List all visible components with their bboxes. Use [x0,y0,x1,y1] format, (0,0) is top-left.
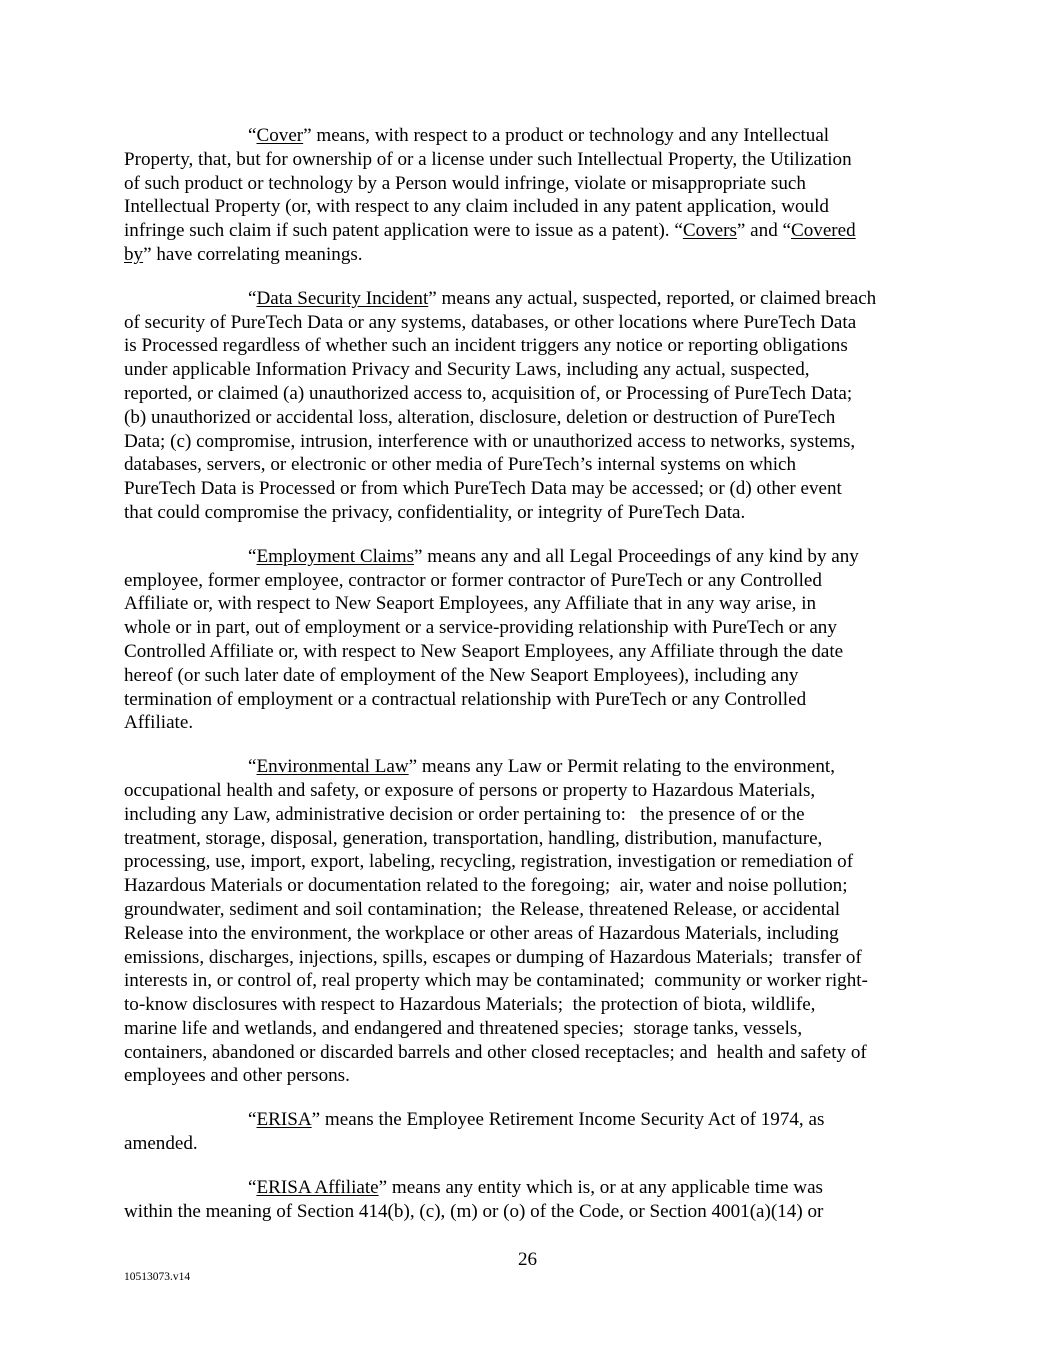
text-line [124,311,934,335]
text-segment: containers, abandoned or discarded barrels and other closed receptacles; and health and safety of [124,1041,867,1063]
defined-term: Covers [682,220,737,242]
text-segment: ” means any actual, suspected, reported, or claimed breach [428,287,877,309]
text-segment: hereof (or such later date of employment of the New Seaport Employees), including any [124,664,799,686]
text-segment: PureTech Data is Processed or from which PureTech Data may be accessed; or (d) other event [124,478,842,500]
text-segment: Controlled Affiliate or, with respect to New Seaport Employees, any Affiliate through the date [124,640,844,662]
text-segment: of such product or technology by a Person would infringe, violate or misappropriate such [124,172,806,194]
text-line [124,969,934,993]
text-segment: of security of PureTech Data or any systems, databases, or other locations where PureTech Data [124,311,857,333]
text-line [124,219,934,243]
document-body [124,124,934,1243]
text-segment: Intellectual Property (or, with respect to any claim included in any patent application, would [124,196,829,218]
text-segment: termination of employment or a contractual relationship with PureTech or any Controlled [124,688,807,710]
text-line [124,569,934,593]
text-line [124,453,934,477]
definition-paragraph [124,1176,934,1224]
defined-term: Data Security Incident [256,287,429,309]
defined-term: ERISA [256,1109,312,1131]
text-line [124,993,934,1017]
text-line [124,803,934,827]
page-number: 26 [517,1249,538,1270]
text-line [124,172,934,196]
text-segment: including any Law, administrative decision or order pertaining to: the presence of or the [124,803,805,825]
definition-paragraph [124,124,934,267]
defined-term: Covered [791,220,856,242]
text-line [124,406,934,430]
text-line [124,827,934,851]
text-line [124,1017,934,1041]
text-segment: within the meaning of Section 414(b), (c), (m) or (o) of the Code, or Section 4001(a)(14) or [124,1200,824,1222]
text-line [124,287,934,311]
text-segment: ” and “ [736,220,791,242]
text-line [124,616,934,640]
text-line [124,640,934,664]
text-segment: whole or in part, out of employment or a service-providing relationship with PureTech or any [124,617,837,639]
text-segment: “ [248,756,257,778]
text-line [124,688,934,712]
text-segment: ” means any and all Legal Proceedings of any kind by any [414,545,859,567]
text-segment: infringe such claim if such patent application were to issue as a patent). “ [124,220,683,242]
text-line [124,755,934,779]
text-segment: Release into the environment, the workplace or other areas of Hazardous Materials, including [124,922,839,944]
text-segment: “ [248,1176,257,1198]
text-segment: ” have correlating meanings. [143,243,363,265]
text-line [124,711,934,735]
text-segment: ” means any Law or Permit relating to the environment, [408,756,835,778]
text-segment: emissions, discharges, injections, spills, escapes or dumping of Hazardous Materials; transfer of [124,946,862,968]
text-segment: employee, former employee, contractor or former contractor of PureTech or any Controlled [124,569,822,591]
text-segment: Data; (c) compromise, intrusion, interference with or unauthorized access to networks, systems, [124,430,856,452]
text-segment: occupational health and safety, or exposure of persons or property to Hazardous Materials, [124,779,816,801]
text-segment: “ [248,545,257,567]
text-segment: ” means any entity which is, or at any applicable time was [378,1176,823,1198]
text-line [124,124,934,148]
text-segment: groundwater, sediment and soil contamination; the Release, threatened Release, or accidental [124,898,841,920]
text-segment: ” means, with respect to a product or technology and any Intellectual [303,125,830,146]
text-segment: “ [248,287,257,309]
text-line [124,922,934,946]
text-line [124,1176,934,1200]
text-segment: databases, servers, or electronic or other media of PureTech’s internal systems on which [124,454,797,476]
text-line [124,779,934,803]
text-line [124,1132,934,1156]
text-line [124,477,934,501]
text-line [124,874,934,898]
text-segment: employees and other persons. [124,1065,350,1087]
text-segment: Affiliate. [124,712,194,734]
text-segment: treatment, storage, disposal, generation, transportation, handling, distribution, manufacture, [124,827,823,849]
text-line [124,430,934,454]
text-segment: is Processed regardless of whether such an incident triggers any notice or reporting obligations [124,335,848,357]
text-line [124,1200,934,1224]
definition-paragraph [124,287,934,525]
text-line [124,382,934,406]
text-segment: reported, or claimed (a) unauthorized access to, acquisition of, or Processing of PureTech Data; [124,382,853,404]
defined-term: by [124,243,144,265]
text-line [124,1108,934,1132]
text-line [124,334,934,358]
text-segment: Hazardous Materials or documentation related to the foregoing; air, water and noise pollution; [124,875,848,897]
text-line [124,501,934,525]
text-segment: “ [248,1109,257,1131]
defined-term: ERISA Affiliate [256,1176,379,1198]
text-segment: processing, use, import, export, labeling, recycling, registration, investigation or remediation of [124,851,854,873]
text-line [124,850,934,874]
text-line [124,195,934,219]
text-segment: to-know disclosures with respect to Hazardous Materials; the protection of biota, wildlife, [124,994,816,1016]
text-segment: marine life and wetlands, and endangered and threatened species; storage tanks, vessels, [124,1017,803,1039]
text-segment: (b) unauthorized or accidental loss, alteration, disclosure, deletion or destruction of PureTech [124,406,836,428]
definition-paragraph [124,755,934,1088]
text-line [124,545,934,569]
text-segment: Affiliate or, with respect to New Seaport Employees, any Affiliate that in any way arise, in [124,593,817,615]
text-segment: under applicable Information Privacy and Security Laws, including any actual, suspected, [124,359,810,381]
text-segment: ” means the Employee Retirement Income Security Act of 1974, as [311,1109,825,1131]
text-line [124,664,934,688]
defined-term: Cover [256,125,304,146]
defined-term: Employment Claims [256,545,414,567]
text-line [124,243,934,267]
text-segment: amended. [124,1133,198,1155]
text-segment: that could compromise the privacy, confidentiality, or integrity of PureTech Data. [124,501,746,523]
definition-paragraph [124,545,934,735]
text-line [124,946,934,970]
text-line [124,148,934,172]
definition-paragraph [124,1108,934,1156]
document-id: 10513073.v14 [124,1271,191,1283]
text-line [124,592,934,616]
text-line [124,358,934,382]
text-segment: interests in, or control of, real property which may be contaminated; community or worker right- [124,970,868,992]
text-line [124,1064,934,1088]
text-line [124,898,934,922]
text-line [124,1041,934,1065]
text-segment: “ [248,125,257,146]
defined-term: Environmental Law [256,756,409,778]
text-segment: Property, that, but for ownership of or a license under such Intellectual Property, the Utilization [124,148,852,170]
